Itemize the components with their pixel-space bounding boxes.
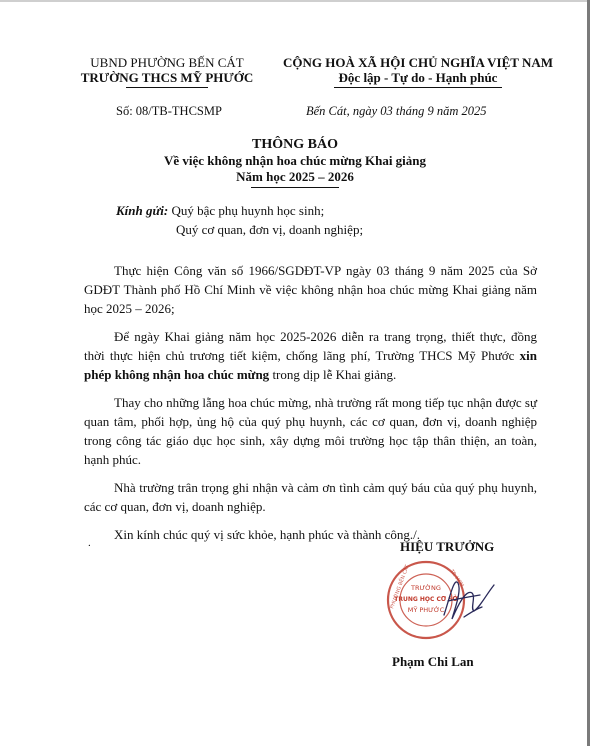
p2-text-start: Để ngày Khai giảng năm học 2025-2026 diễn ra trang trọng, thiết thực, đồng thời thực hiện chủ trương tiết kiệm, chống lãng phí, Trường THCS Mỹ Phước <box>84 329 537 363</box>
issuer-underline <box>126 87 208 88</box>
document-title <box>100 137 490 188</box>
p2-emphasis: xin phép không nhận hoa chúc mừng <box>84 348 537 382</box>
title-subtitle: Về việc không nhận hoa chúc mừng Khai giảng <box>163 153 427 168</box>
signatory-title: HIỆU TRƯỞNG <box>400 539 495 554</box>
seal-and-signature <box>384 557 502 643</box>
title-main: THÔNG BÁO <box>252 137 338 152</box>
signatory-name: Phạm Chi Lan <box>392 654 474 669</box>
national-motto: Độc lập - Tự do - Hạnh phúc <box>338 70 498 85</box>
document-number: Số: 08/TB-THCSMP <box>116 104 222 118</box>
nation-title: CỘNG HOÀ XÃ HỘI CHỦ NGHĨA VIỆT NAM <box>282 55 554 70</box>
title-year: Năm học 2025 – 2026 <box>236 169 354 184</box>
issuer-org: UBND PHƯỜNG BẾN CÁT <box>90 55 244 70</box>
seal-middle: TRUNG HỌC CƠ SỞ <box>394 596 458 603</box>
stray-mark: . <box>88 537 91 549</box>
recipient-parents: Quý bậc phụ huynh học sinh; <box>171 203 325 218</box>
national-header <box>258 55 578 88</box>
seal-ring-text-right: TP. HCM <box>448 568 465 589</box>
handwritten-signature <box>444 582 494 619</box>
body-paragraph-4: Nhà trường trân trọng ghi nhận và cảm ơn tình cảm quý báu của quý phụ huynh, các cơ quan, đơn vị, doanh nghiệp. <box>84 480 537 514</box>
body-paragraph-3: Thay cho những lẵng hoa chúc mừng, nhà trường rất mong tiếp tục nhận được sự quan tâm, phối hợp, ủng hộ của quý phụ huynh, các cơ quan, đơn vị, doanh nghiệp trong công tác giáo dục học sinh, xây dựng môi trường học tập thân thiện, an toàn, hạnh phúc. <box>84 395 537 467</box>
issuer-header <box>62 55 272 88</box>
seal-bottom: MỸ PHƯỚC <box>407 606 445 614</box>
place-date: Bến Cát, ngày 03 tháng 9 năm 2025 <box>306 104 487 118</box>
recipient-organizations: Quý cơ quan, đơn vị, doanh nghiệp; <box>176 222 364 237</box>
recipients-label: Kính gửi: <box>116 203 169 218</box>
body-paragraph-1: Thực hiện Công văn số 1966/SGDĐT-VP ngày 03 tháng 9 năm 2025 của Sở GDĐT Thành phố Hồ Chí Minh về việc không nhận hoa chúc mừng Khai giảng năm học 2025 – 2026; <box>84 263 537 316</box>
p2-text-end: trong dịp lễ Khai giảng. <box>269 367 397 382</box>
notice-body <box>84 261 537 553</box>
recipients <box>116 201 363 239</box>
title-underline <box>251 187 339 188</box>
seal-top-word: TRƯỜNG <box>411 584 441 592</box>
seal-ring-text-left: PHƯỜNG BẾN CÁT <box>389 564 411 610</box>
motto-underline <box>334 87 502 88</box>
body-paragraph-5: Xin kính chúc quý vị sức khỏe, hạnh phúc và thành công./. <box>114 527 420 542</box>
body-paragraph-2 <box>84 327 537 384</box>
issuer-school: TRƯỜNG THCS MỸ PHƯỚC <box>80 70 254 85</box>
page-edge-top <box>0 0 590 2</box>
